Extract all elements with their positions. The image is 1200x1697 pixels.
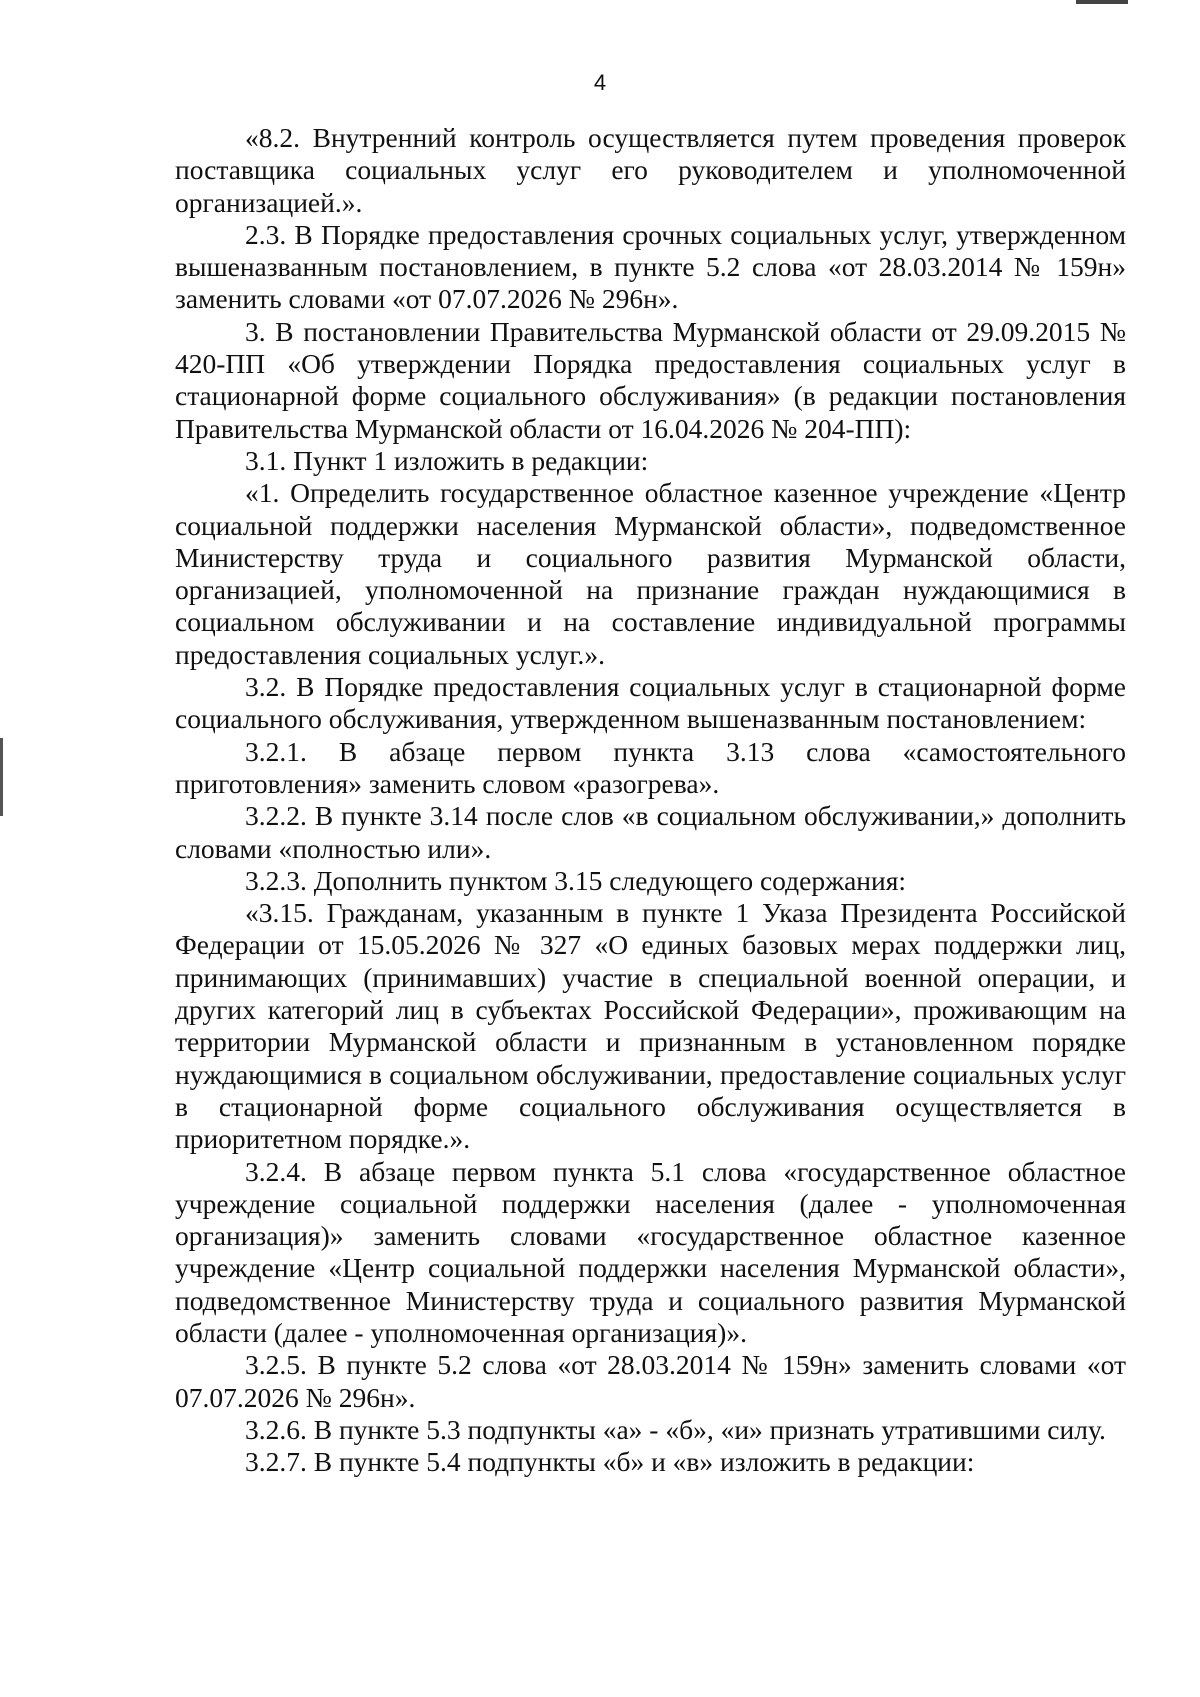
paragraph-3-15-quote: «3.15. Гражданам, указанным в пункте 1 Указа Президента Российской Федерации от 15.05.2026 № 327 «О единых базовых мерах поддержки лиц, принимающих (принимавших) участие в специальной военной операции, и других категорий лиц в субъектах Российской Федерации», проживающим на территории Мурманской области и признанным в установленном порядке нуждающимися в социальном обслуживании, предоставление социальных услуг в стационарной форме социального обслуживания осуществляется в приоритетном порядке.». xyxy=(175,897,1126,1155)
paragraph-3-2-7: 3.2.7. В пункте 5.4 подпункты «б» и «в» изложить в редакции: xyxy=(245,1446,975,1478)
page-number: 4 xyxy=(593,70,607,95)
document-body xyxy=(175,122,1126,1478)
paragraph-3-2-5: 3.2.5. В пункте 5.2 слова «от 28.03.2014 № 159н» заменить словами «от 07.07.2026 № 296н». xyxy=(175,1349,1126,1413)
paragraph-3-2-4: 3.2.4. В абзаце первом пункта 5.1 слова «государственное областное учреждение социальной поддержки населения (далее - уполномоченная организация)» заменить словами «государственное областное казенное учреждение «Центр социальной поддержки населения Мурманской области», подведомственное Министерству труда и социального развития Мурманской области (далее - уполномоченная организация)». xyxy=(175,1155,1126,1348)
paragraph-3-2-6: 3.2.6. В пункте 5.3 подпункты «а» - «б», «и» признать утратившими силу. xyxy=(245,1413,1106,1445)
paragraph-3: 3. В постановлении Правительства Мурманской области от 29.09.2015 № 420-ПП «Об утверждении Порядка предоставления социальных услуг в стационарной форме социального обслуживания» (в редакции постановления Правительства Мурманской области от 16.04.2026 № 204-ПП): xyxy=(175,315,1126,444)
paragraph-2-3: 2.3. В Порядке предоставления срочных социальных услуг, утвержденном вышеназванным постановлением, в пункте 5.2 слова «от 28.03.2014 № 159н» заменить словами «от 07.07.2026 № 296н». xyxy=(175,218,1126,315)
paragraph-3-2-2: 3.2.2. В пункте 3.14 после слов «в социальном обслуживании,» дополнить словами «полностью или». xyxy=(175,800,1126,864)
scan-edge-mark xyxy=(1076,0,1128,4)
binding-margin-mark xyxy=(0,738,3,816)
paragraph-3-2: 3.2. В Порядке предоставления социальных услуг в стационарной форме социального обслуживания, утвержденном вышеназванным постановлением: xyxy=(175,671,1126,735)
paragraph-3-2-3: 3.2.3. Дополнить пунктом 3.15 следующего содержания: xyxy=(245,864,906,896)
paragraph-1-quote: «1. Определить государственное областное казенное учреждение «Центр социальной поддержки населения Мурманской области», подведомственное Министерству труда и социального развития Мурманской области, организацией, уполномоченной на признание граждан нуждающимися в социальном обслуживании и на составление индивидуальной программы предоставления социальных услуг.». xyxy=(175,477,1126,670)
paragraph-3-1: 3.1. Пункт 1 изложить в редакции: xyxy=(245,444,649,476)
paragraph-8-2-quote: «8.2. Внутренний контроль осуществляется путем проведения проверок поставщика социальных услуг его руководителем и уполномоченной организацией.». xyxy=(175,122,1126,218)
paragraph-3-2-1: 3.2.1. В абзаце первом пункта 3.13 слова «самостоятельного приготовления» заменить словом «разогрева». xyxy=(175,735,1126,799)
